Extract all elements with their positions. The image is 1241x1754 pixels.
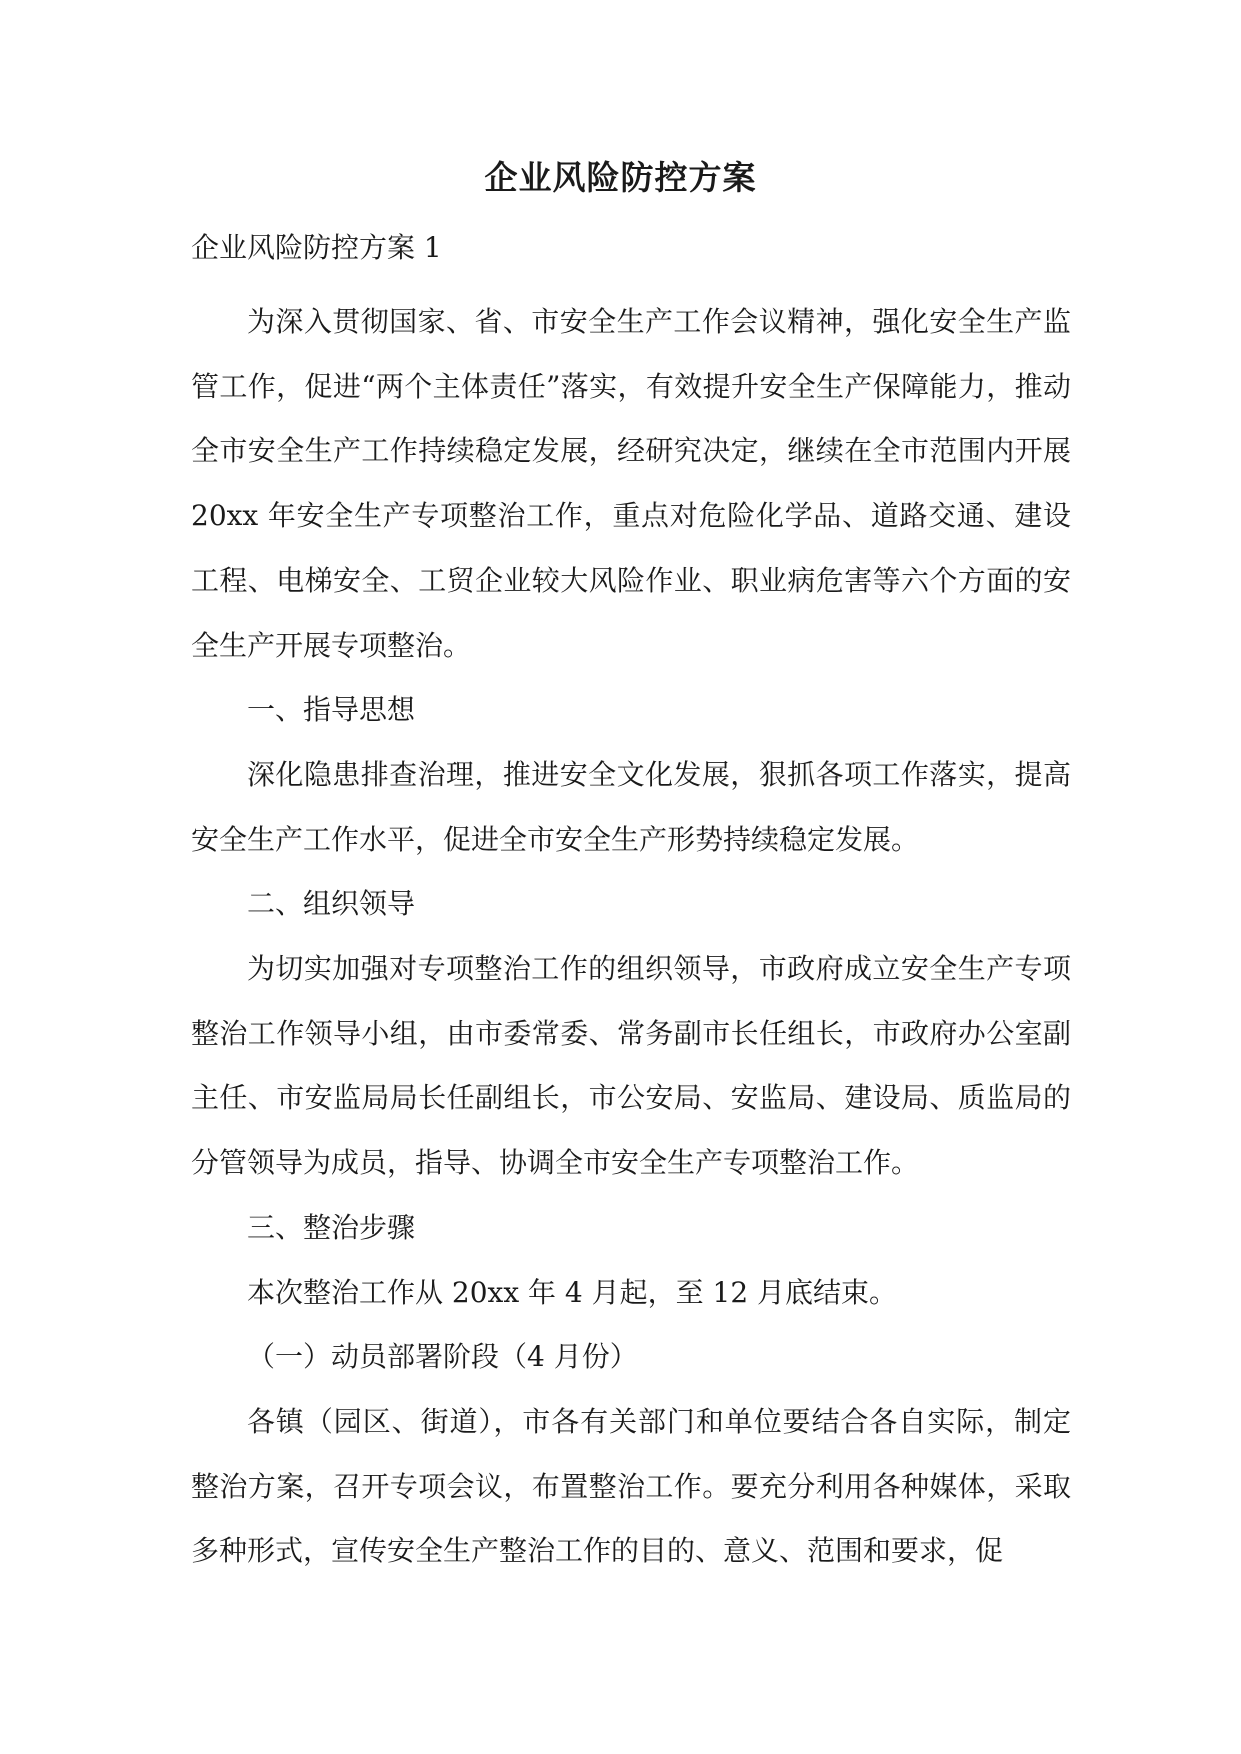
document-subtitle: 企业风险防控方案 1 (191, 231, 442, 264)
section-heading-guiding-ideology: 一、指导思想 (247, 693, 416, 727)
paragraph-mobilization: 各镇（园区、街道），市各有关部门和单位要结合各自实际，制定整治方案，召开专项会议，布置整治工作。要充分利用各种媒体，采取多种形式，宣传安全生产整治工作的目的、意义、范围和要求，促 (191, 1404, 1071, 1568)
section-heading-steps: 三、整治步骤 (247, 1210, 416, 1244)
section-heading-organization: 二、组织领导 (247, 887, 416, 921)
document-title: 企业风险防控方案 (484, 158, 757, 197)
paragraph-guiding-ideology: 深化隐患排查治理，推进安全文化发展，狠抓各项工作落实，提高安全生产工作水平，促进全市安全生产形势持续稳定发展。 (191, 757, 1071, 856)
subsection-heading-mobilization: （一）动员部署阶段（4 月份） (247, 1340, 638, 1374)
paragraph-intro: 为深入贯彻国家、省、市安全生产工作会议精神，强化安全生产监管工作，促进“两个主体责任”落实，有效提升安全生产保障能力，推动全市安全生产工作持续稳定发展，经研究决定，继续在全市范围内开展 20xx 年安全生产专项整治工作，重点对危险化学品、道路交通、建设工程、电梯安全、工贸企业较大风险作业、职业病危害等六个方面的安全生产开展专项整治。 (191, 305, 1071, 662)
paragraph-organization: 为切实加强对专项整治工作的组织领导，市政府成立安全生产专项整治工作领导小组，由市委常委、常务副市长任组长，市政府办公室副主任、市安监局局长任副组长，市公安局、安监局、建设局、质监局的分管领导为成员，指导、协调全市安全生产专项整治工作。 (191, 952, 1071, 1180)
document-body (191, 290, 1071, 1584)
paragraph-steps-timeline: 本次整治工作从 20xx 年 4 月起，至 12 月底结束。 (247, 1275, 898, 1309)
